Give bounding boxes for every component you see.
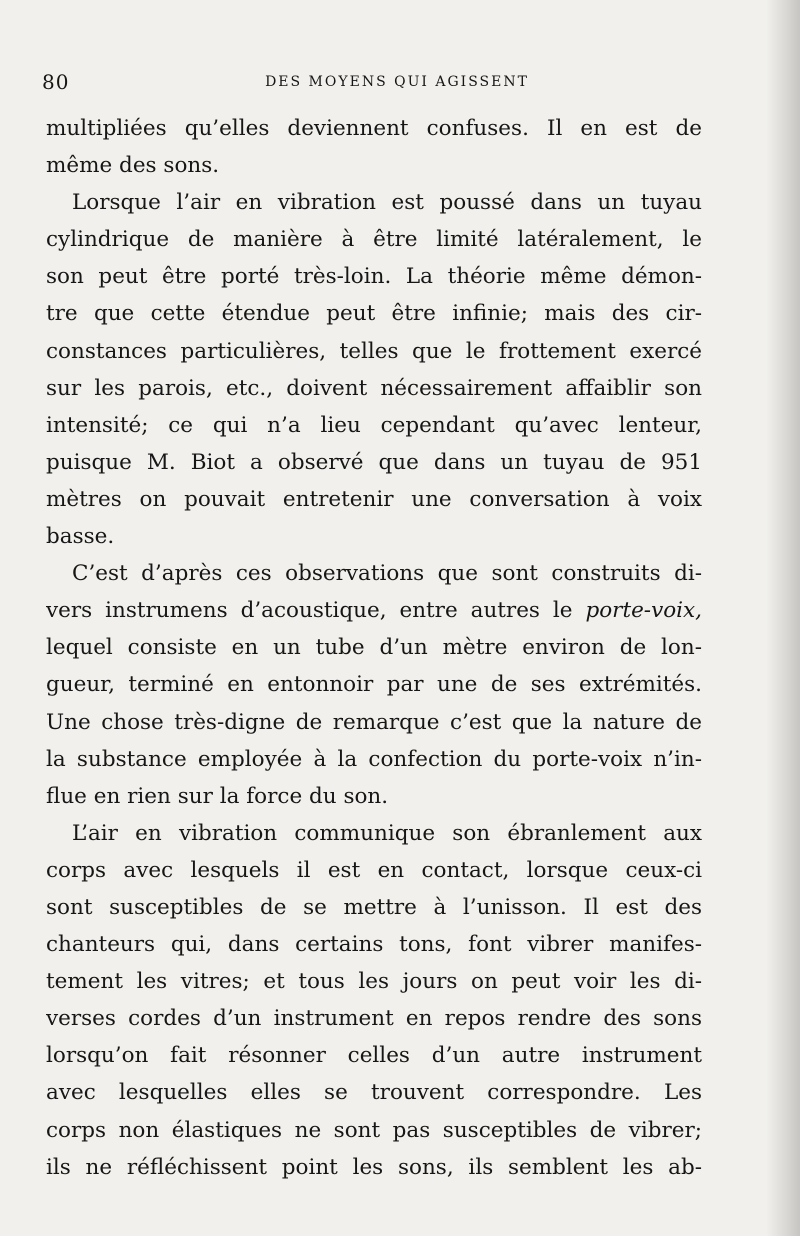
text-line: lorsqu’on fait résonner celles d’un autre instrument (46, 1043, 702, 1069)
text-line: Une chose très-digne de remarque c’est que la nature de (46, 709, 702, 735)
text-line: Lorsque l’air en vibration est poussé dans un tuyau (72, 190, 702, 216)
text-line: tement les vitres; et tous les jours on peut voir les di- (46, 969, 702, 995)
text-line: puisque M. Biot a observé que dans un tuyau de 951 (46, 449, 702, 475)
text-line: corps non élastiques ne sont pas susceptibles de vibrer; (46, 1117, 702, 1143)
text-line: même des sons. (46, 153, 220, 179)
text-line: tre que cette étendue peut être infinie; mais des cir- (46, 301, 702, 327)
text-line: sont susceptibles de se mettre à l’unisson. Il est des (46, 894, 702, 920)
page-body (46, 110, 702, 1186)
text-line: chanteurs qui, dans certains tons, font vibrer manifes- (46, 932, 702, 958)
page-header (42, 70, 702, 100)
text-line: constances particulières, telles que le frottement exercé (46, 338, 702, 364)
text-line: L’air en vibration communique son ébranlement aux (72, 820, 702, 846)
text-line: verses cordes d’un instrument en repos rendre des sons (46, 1006, 702, 1032)
text-line (46, 592, 702, 629)
text-line: lequel consiste en un tube d’un mètre environ de lon- (46, 635, 702, 661)
text-line: mètres on pouvait entretenir une conversation à voix (46, 486, 702, 512)
text-line: intensité; ce qui n’a lieu cependant qu’avec lenteur, (46, 412, 702, 438)
text-line: basse. (46, 524, 115, 550)
text-line: la substance employée à la confection du porte-voix n’in- (46, 746, 702, 772)
text-line: gueur, terminé en entonnoir par une de ses extrémités. (46, 672, 702, 698)
running-title: DES MOYENS QUI AGISSENT (265, 74, 529, 90)
text-line: son peut être porté très-loin. La théorie même démon- (46, 264, 702, 290)
text-line: corps avec lesquels il est en contact, lorsque ceux-ci (46, 857, 702, 883)
text-line: avec lesquelles elles se trouvent correspondre. Les (46, 1080, 702, 1106)
text-line: multipliées qu’elles deviennent confuses. Il en est de (46, 116, 702, 141)
text-segment: vers instrumens d’acoustique, entre autres le (46, 598, 586, 624)
text-line: ils ne réfléchissent point les sons, ils semblent les ab- (46, 1154, 702, 1180)
text-line: cylindrique de manière à être limité latéralement, le (46, 227, 702, 253)
text-line: sur les parois, etc., doivent nécessairement affaiblir son (46, 375, 702, 401)
italic-term-porte-voix: porte-voix, (585, 598, 702, 624)
text-line: C’est d’après ces observations que sont construits di- (72, 561, 702, 587)
text-line: flue en rien sur la force du son. (46, 783, 389, 809)
page-number: 80 (42, 70, 70, 94)
